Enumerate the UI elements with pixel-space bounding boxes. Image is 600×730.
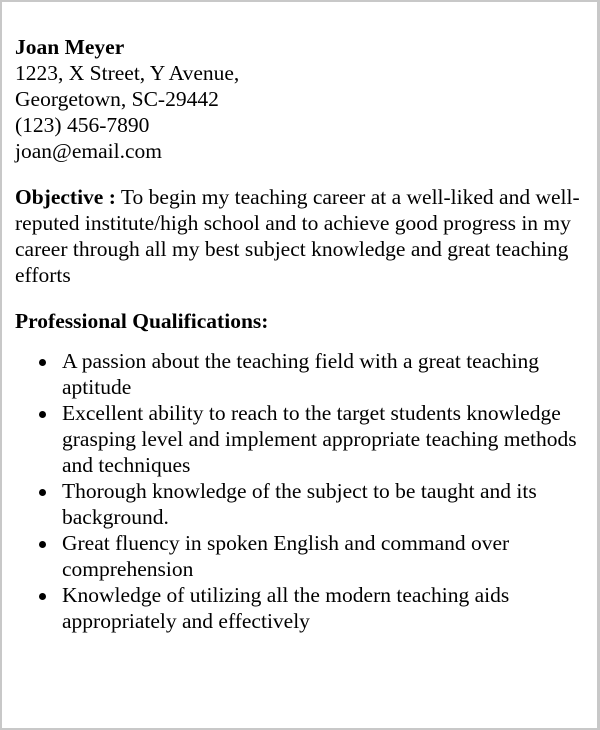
bullet-icon xyxy=(39,593,46,600)
list-item xyxy=(62,530,590,582)
address-line-2: Georgetown, SC-29442 xyxy=(15,87,219,111)
list-item xyxy=(62,400,590,478)
list-item xyxy=(62,348,590,400)
bullet-icon xyxy=(39,411,46,418)
objective-section xyxy=(15,184,590,288)
list-item-text: Thorough knowledge of the subject to be taught and its background. xyxy=(62,479,537,529)
qualifications-list xyxy=(15,348,590,634)
applicant-name: Joan Meyer xyxy=(15,35,125,59)
phone-number: (123) 456-7890 xyxy=(15,113,150,137)
address-line-1: 1223, X Street, Y Avenue, xyxy=(15,61,240,85)
objective-label: Objective : xyxy=(15,185,116,209)
list-item-text: A passion about the teaching field with a great teaching aptitude xyxy=(62,349,540,399)
bullet-icon xyxy=(39,359,46,366)
contact-block xyxy=(15,34,590,164)
list-item-text: Great fluency in spoken English and command over comprehension xyxy=(62,531,510,581)
list-item xyxy=(62,582,590,634)
bullet-icon xyxy=(39,541,46,548)
list-item-text: Knowledge of utilizing all the modern teaching aids appropriately and effectively xyxy=(62,583,510,633)
email-address: joan@email.com xyxy=(15,139,162,163)
objective-text: To begin my teaching career at a well-liked and well-reputed institute/high school and to achieve good progress in my career through all my best subject knowledge and great teaching efforts xyxy=(15,185,580,287)
resume-content xyxy=(15,34,590,634)
list-item xyxy=(62,478,590,530)
bullet-icon xyxy=(39,489,46,496)
qualifications-heading: Professional Qualifications: xyxy=(15,309,269,333)
list-item-text: Excellent ability to reach to the target students knowledge grasping level and implement appropriate teaching methods and techniques xyxy=(62,401,577,477)
